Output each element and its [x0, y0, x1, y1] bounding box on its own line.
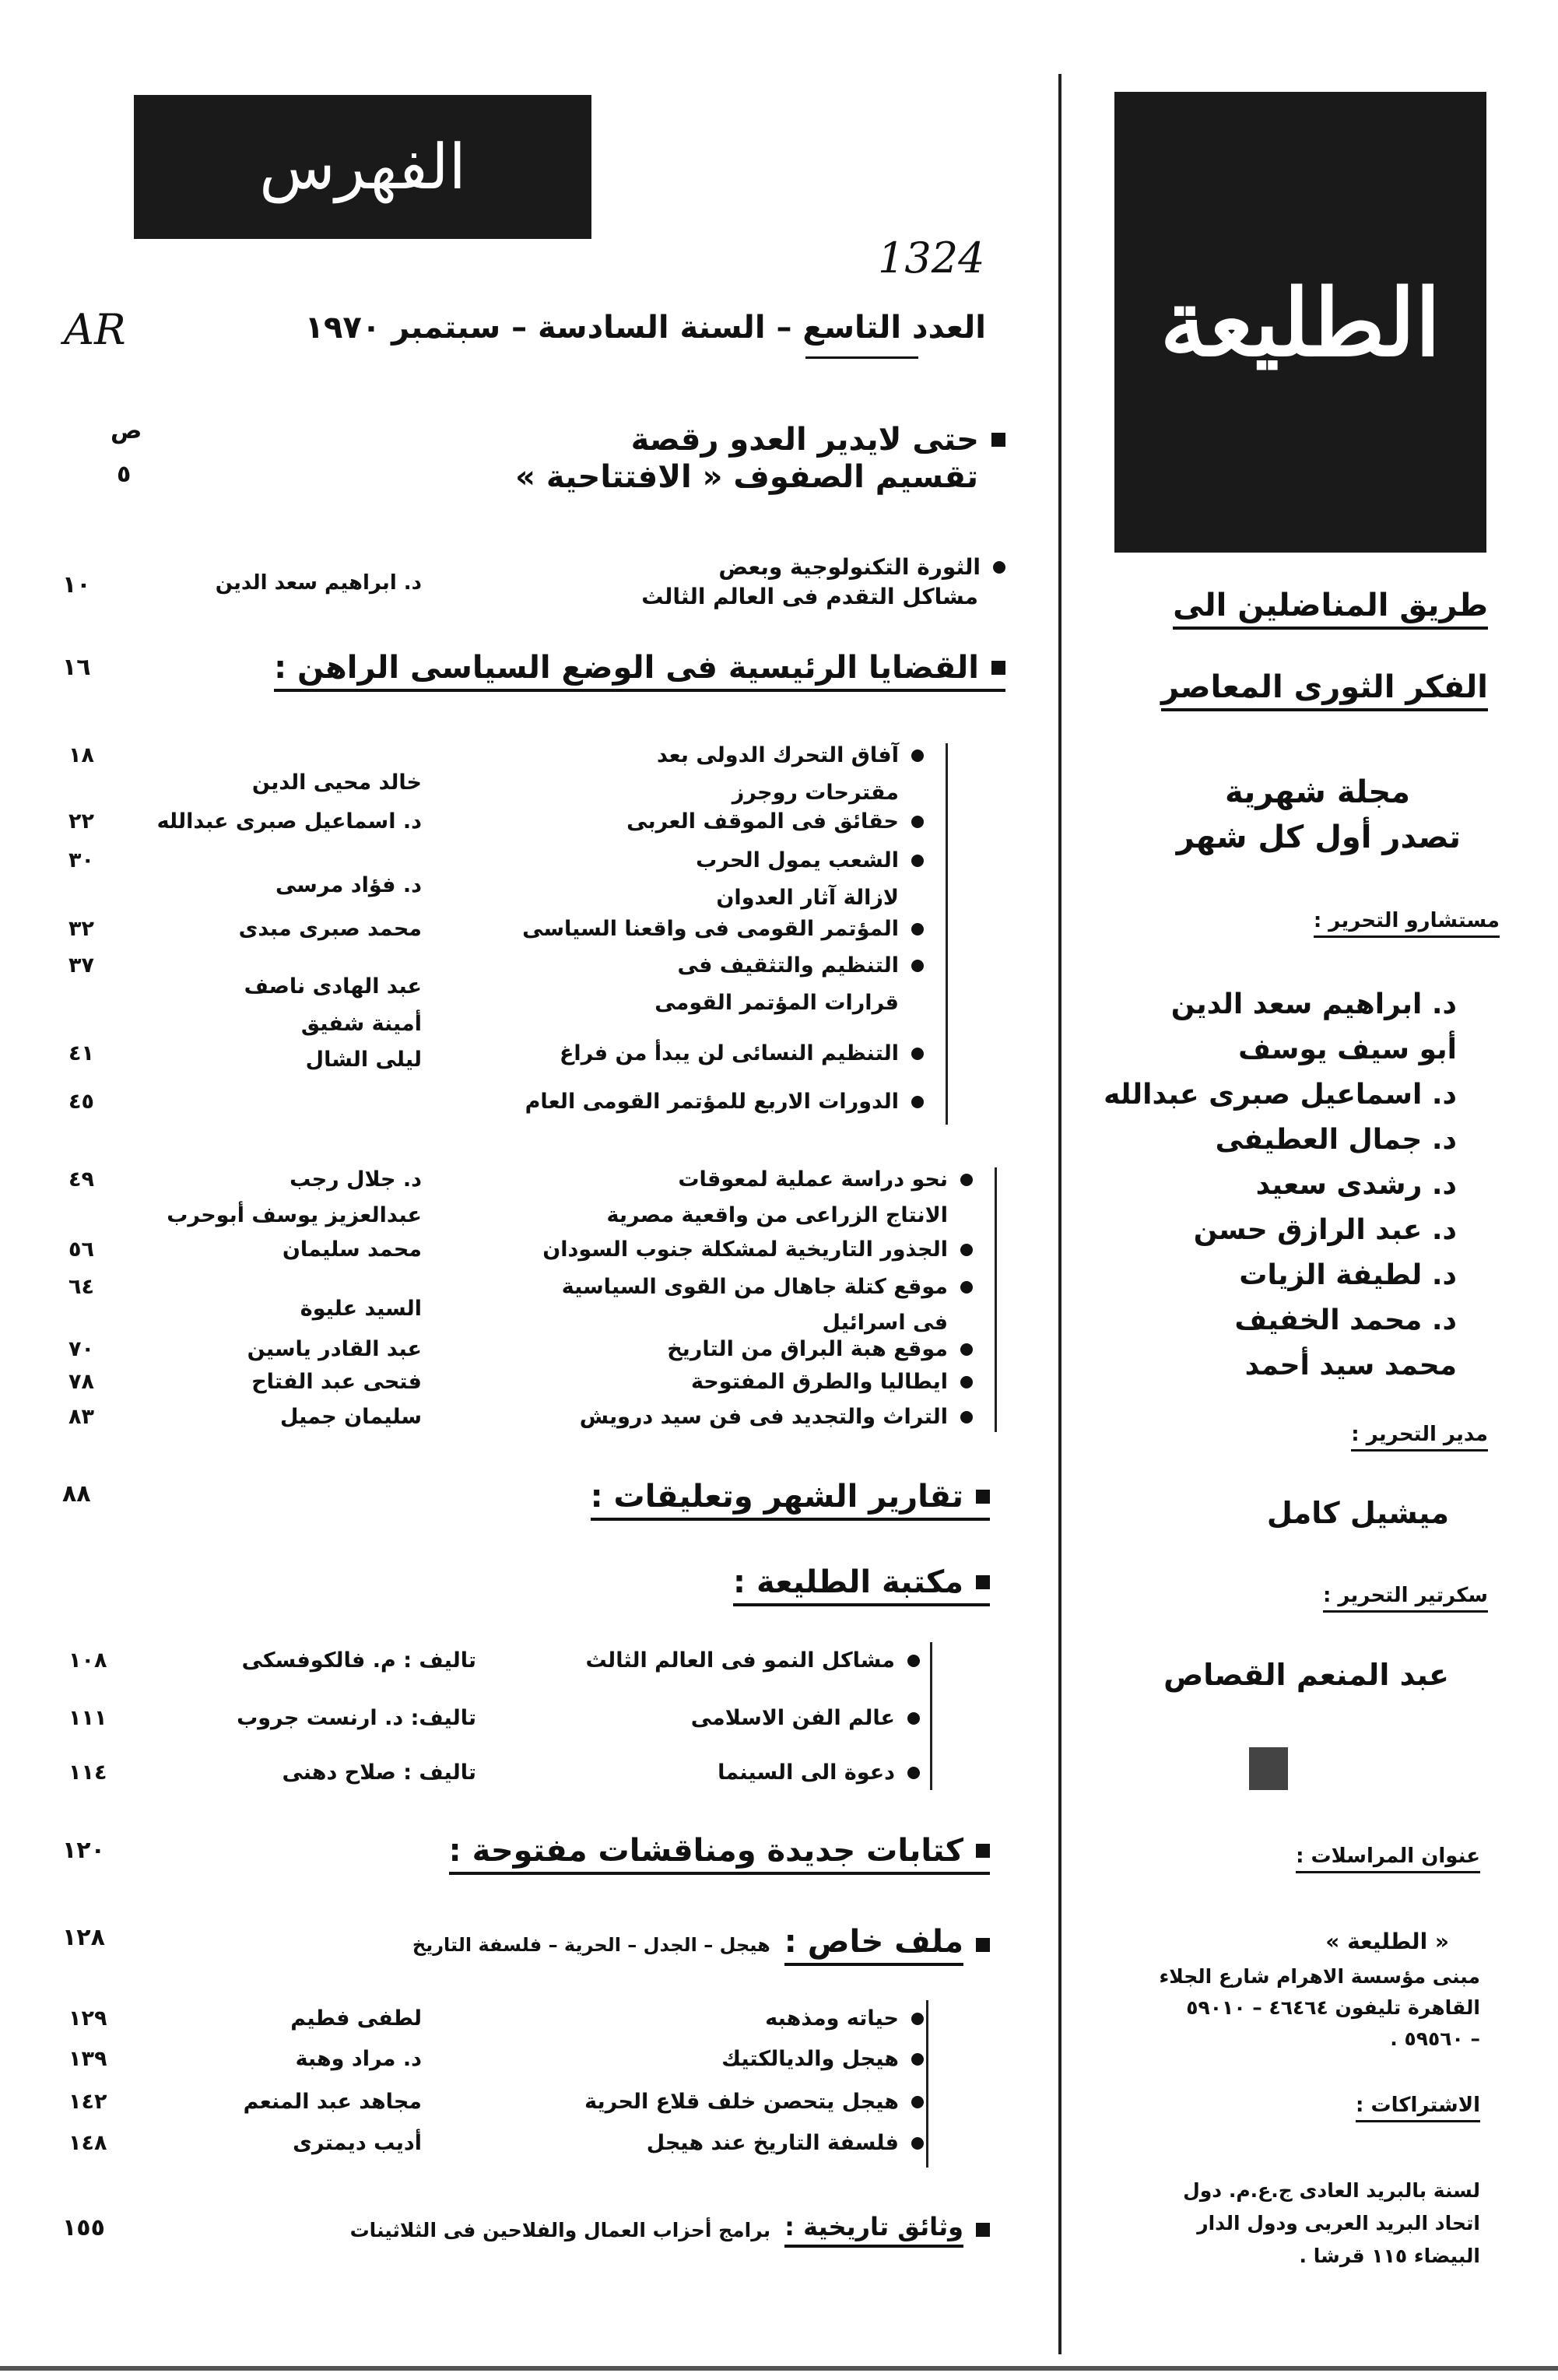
section-reports-page: ٨٨	[62, 1480, 91, 1508]
hegel-bracket	[926, 2000, 928, 2168]
hegel-item-page: ١٤٨	[68, 2131, 107, 2155]
editor-label: مدير التحرير :	[1351, 1423, 1488, 1452]
advisor-name: محمد سيد أحمد	[1244, 1350, 1457, 1381]
group2-item-author-2: عبدالعزيز يوسف أبوحرب	[167, 1203, 422, 1227]
group1-bracket	[946, 743, 948, 1125]
section-editorial-page: ٥	[117, 461, 132, 488]
group2-item-title-line2: فى اسرائيل	[822, 1311, 948, 1335]
group1-item-page: ٤١	[68, 1041, 94, 1065]
group2-item-page: ٨٣	[68, 1405, 94, 1429]
hegel-item-title: هيجل يتحصن خلف قلاع الحرية	[584, 2090, 924, 2114]
group1-item-author: خالد محيى الدين	[251, 771, 422, 795]
group1-item-page: ٤٥	[68, 1090, 94, 1114]
masthead-logo-box	[1114, 92, 1486, 553]
hegel-item-author: أديب ديمترى	[293, 2131, 422, 2155]
square-bullet-icon	[976, 1490, 990, 1504]
column-divider	[1058, 74, 1061, 2354]
section-technology: الثورة التكنولوجية وبعض	[718, 554, 1005, 580]
hegel-item-page: ١٣٩	[68, 2047, 107, 2071]
group1-item-page: ٢٢	[68, 809, 94, 834]
subscriptions-line1: لسنة بالبريد العادى ج.ع.م. دول	[1183, 2179, 1480, 2202]
subscriptions-label: الاشتراكات :	[1356, 2094, 1480, 2122]
bullet-icon	[911, 855, 924, 867]
bullet-icon	[911, 816, 924, 828]
group2-item-author: د. جلال رجب	[289, 1167, 422, 1192]
bullet-icon	[911, 749, 924, 762]
group2-item-author: السيد عليوة	[300, 1297, 422, 1321]
correspondence-line2: القاهرة تليفون ٤٦٤٦٤ – ٥٩٠١٠	[1186, 1996, 1480, 2019]
group2-item-title: التراث والتجديد فى فن سيد درويش	[580, 1405, 973, 1429]
advisor-name: د. رشدى سعيد	[1255, 1169, 1457, 1201]
hegel-item-title: هيجل والديالكتيك	[721, 2047, 924, 2071]
group1-item-title: التنظيم والتثقيف فى	[677, 953, 924, 978]
group2-item-title: موقع كتلة جاهال من القوى السياسية	[562, 1275, 973, 1299]
advisor-name: د. عبد الرازق حسن	[1193, 1214, 1457, 1246]
section-reports: تقارير الشهر وتعليقات :	[591, 1479, 990, 1521]
group1-item-page: ٣٧	[68, 953, 94, 978]
bullet-icon	[907, 1712, 920, 1725]
advisors-list	[1104, 982, 1457, 1388]
section-technology-author: د. ابراهيم سعد الدين	[215, 571, 422, 595]
group1-item-author: عبد الهادى ناصف	[244, 974, 422, 999]
library-item-author: تاليف : م. فالكوفسكى	[241, 1648, 476, 1673]
section-special-file: ملف خاص : هيجل – الجدل – الحرية – فلسفة التاريخ	[412, 1924, 990, 1966]
frequency-1: مجلة شهرية	[1224, 774, 1410, 810]
section-special-file-page: ١٢٨	[62, 1924, 105, 1951]
library-item-title: دعوة الى السينما	[718, 1760, 920, 1785]
group1-item-title: المؤتمر القومى فى واقعنا السياسى	[522, 917, 924, 941]
advisor-name: د. محمد الخفيف	[1234, 1304, 1457, 1336]
square-bullet-icon	[991, 661, 1005, 675]
bullet-icon	[907, 1767, 920, 1779]
masthead-logo: الطليعة	[1160, 268, 1441, 377]
group1-item-title: الدورات الاربع للمؤتمر القومى العام	[525, 1090, 924, 1114]
group1-item-page: ١٨	[68, 743, 94, 767]
bullet-icon	[960, 1411, 973, 1423]
section-main-issues: القضايا الرئيسية فى الوضع السياسى الراهن :	[274, 650, 1005, 692]
subscriptions-line2: اتحاد البريد العربى ودول الدار	[1197, 2212, 1480, 2234]
bullet-icon	[960, 1343, 973, 1356]
bullet-icon	[911, 923, 924, 936]
bullet-icon	[907, 1655, 920, 1667]
section-new-writings: كتابات جديدة ومناقشات مفتوحة :	[449, 1833, 990, 1875]
library-bracket	[930, 1642, 932, 1790]
group1-item-page: ٣٢	[68, 917, 94, 941]
square-bullet-icon	[976, 1575, 990, 1589]
group2-item-page: ٤٩	[68, 1167, 94, 1192]
section-library: مكتبة الطليعة :	[733, 1564, 990, 1606]
bullet-icon	[911, 2053, 924, 2066]
hegel-item-author: د. مراد وهبة	[295, 2047, 422, 2071]
group2-item-page: ٧٨	[68, 1370, 94, 1394]
section-documents-page: ١٥٥	[62, 2214, 105, 2241]
library-item-page: ١١٤	[68, 1760, 107, 1785]
group2-item-title: الجذور التاريخية لمشكلة جنوب السودان	[542, 1237, 973, 1262]
group1-item-author: محمد صبرى مبدى	[238, 917, 422, 941]
hegel-item-page: ١٢٩	[68, 2006, 107, 2031]
tagline-2: الفكر الثورى المعاصر	[1161, 669, 1488, 711]
group2-item-title: نحو دراسة عملية لمعوقات	[678, 1167, 973, 1192]
bullet-icon	[911, 2137, 924, 2150]
library-item-title: عالم الفن الاسلامى	[691, 1706, 920, 1730]
secretary-name: عبد المنعم القصاص	[1163, 1658, 1449, 1692]
section-editorial: حتى لايدير العدو رقصة	[631, 422, 1005, 458]
group1-item-title-line2: قرارات المؤتمر القومى	[654, 991, 899, 1015]
bullet-icon	[960, 1281, 973, 1294]
advisor-name: أبو سيف يوسف	[1238, 1034, 1457, 1065]
library-item-author: تاليف: د. ارنست جروب	[237, 1706, 476, 1730]
group1-item-title: التنظيم النسائى لن يبدأ من فراغ	[560, 1041, 924, 1065]
bullet-icon	[960, 1244, 973, 1256]
hegel-item-title: فلسفة التاريخ عند هيجل	[647, 2131, 924, 2155]
group1-item-page: ٣٠	[68, 848, 94, 872]
square-bullet-icon	[976, 1938, 990, 1952]
group1-item-author: د. فؤاد مرسى	[275, 873, 422, 897]
tagline-1: طريق المناضلين الى	[1173, 588, 1488, 630]
hegel-item-author: لطفى فطيم	[290, 2006, 422, 2031]
hegel-item-title: حياته ومذهبه	[765, 2006, 924, 2031]
toc-title: الفهرس	[259, 131, 466, 203]
toc-title-box	[134, 95, 591, 239]
section-technology-page: ١٠	[62, 571, 91, 599]
page-column-label: ص	[111, 417, 142, 444]
library-item-author: تاليف : صلاح دهنى	[282, 1760, 476, 1785]
frequency-2: تصدر أول كل شهر	[1176, 820, 1461, 855]
square-bullet-icon	[991, 433, 1005, 447]
group1-item-title: حقائق فى الموقف العربى	[626, 809, 924, 834]
hegel-item-author: مجاهد عبد المنعم	[243, 2090, 422, 2114]
advisor-name: د. لطيفة الزيات	[1239, 1259, 1457, 1291]
group1-item-author: د. اسماعيل صبرى عبدالله	[156, 809, 422, 834]
group1-item-author: أمينة شفيق	[300, 1012, 422, 1036]
correspondence-name: « الطليعة »	[1325, 1929, 1449, 1954]
bullet-icon	[911, 960, 924, 972]
square-bullet-icon	[976, 1844, 990, 1858]
library-item-page: ١٠٨	[68, 1648, 107, 1673]
group1-item-title: الشعب يمول الحرب	[696, 848, 924, 872]
square-bullet-icon	[976, 2223, 990, 2237]
group1-item-title-line2: لازالة آثار العدوان	[716, 886, 899, 910]
bullet-icon	[993, 561, 1005, 574]
group2-item-title: موقع هبة البراق من التاريخ	[667, 1337, 973, 1361]
group2-item-page: ٦٤	[68, 1275, 94, 1299]
bullet-icon	[960, 1376, 973, 1388]
handwritten-mark: AR	[64, 305, 126, 354]
bullet-icon	[911, 2013, 924, 2025]
advisor-name: د. اسماعيل صبرى عبدالله	[1104, 1079, 1457, 1111]
group2-item-author: عبد القادر ياسين	[247, 1337, 422, 1361]
bullet-icon	[911, 1048, 924, 1060]
correspondence-line3: – ٥٩٥٦٠ .	[1390, 2027, 1480, 2050]
group1-item-author-2: ليلى الشال	[305, 1048, 422, 1072]
bottom-rule	[0, 2366, 1558, 2371]
group2-item-title-line2: الانتاج الزراعى من واقعية مصرية	[606, 1203, 948, 1227]
group2-item-title: ايطاليا والطرق المفتوحة	[691, 1370, 973, 1394]
group1-item-title-line2: مقترحات روجرز	[732, 781, 899, 805]
issue-underline	[805, 356, 918, 359]
issue-line: العدد التاسع – السنة السادسة – سبتمبر ١٩٧٠	[304, 310, 986, 346]
secretary-label: سكرتير التحرير :	[1323, 1584, 1488, 1613]
section-technology-line2: مشاكل التقدم فى العالم الثالث	[641, 584, 978, 609]
editor-name: ميشيل كامل	[1266, 1496, 1449, 1530]
subscriptions-line3: البيضاء ١١٥ قرشا .	[1299, 2245, 1480, 2267]
group2-item-author: سليمان جميل	[280, 1405, 422, 1429]
bullet-icon	[911, 1096, 924, 1108]
group1-item-title: آفاق التحرك الدولى بعد	[657, 743, 924, 767]
section-editorial-line2: تقسيم الصفوف « الافتتاحية »	[515, 459, 978, 495]
group2-item-author: محمد سليمان	[282, 1237, 422, 1262]
library-item-page: ١١١	[68, 1706, 107, 1730]
group2-bracket	[995, 1167, 997, 1432]
advisor-name: د. ابراهيم سعد الدين	[1170, 988, 1457, 1020]
advisors-label: مستشارو التحرير :	[1314, 909, 1500, 938]
group2-item-author: فتحى عبد الفتاح	[251, 1370, 422, 1394]
square-ornament	[1249, 1747, 1288, 1790]
library-item-title: مشاكل النمو فى العالم الثالث	[585, 1648, 920, 1673]
handwritten-number: 1324	[878, 233, 985, 283]
section-documents: وثائق تاريخية : برامج أحزاب العمال والفلاحين فى الثلاثينات	[350, 2212, 990, 2248]
group2-item-page: ٥٦	[68, 1237, 94, 1262]
correspondence-label: عنوان المراسلات :	[1296, 1845, 1480, 1873]
correspondence-line1: مبنى مؤسسة الاهرام شارع الجلاء	[1159, 1965, 1480, 1988]
bullet-icon	[911, 2096, 924, 2108]
advisor-name: د. جمال العطيفى	[1215, 1124, 1457, 1156]
section-new-writings-page: ١٢٠	[62, 1837, 105, 1864]
bullet-icon	[960, 1174, 973, 1186]
section-main-issues-page: ١٦	[62, 654, 91, 681]
hegel-item-page: ١٤٢	[68, 2090, 107, 2114]
group2-item-page: ٧٠	[68, 1337, 94, 1361]
